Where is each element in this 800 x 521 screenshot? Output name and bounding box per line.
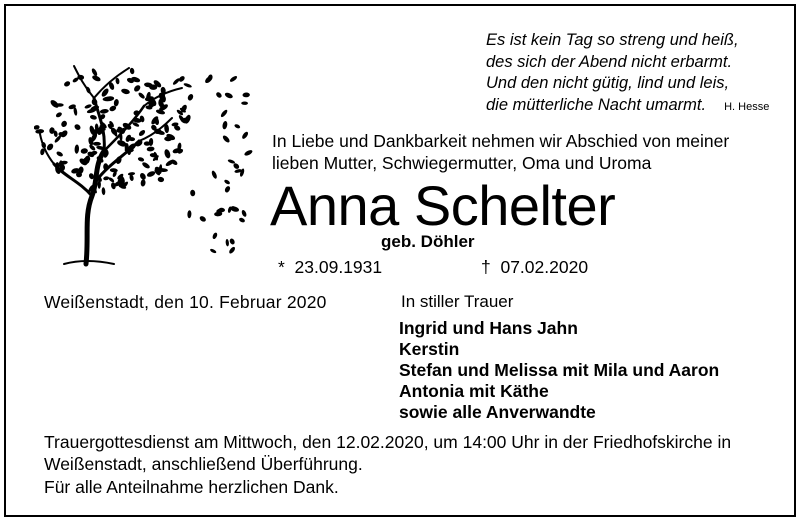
falling-leaf-mark [224,92,234,100]
falling-leaf-mark [215,91,223,99]
mourner-name: Kerstin [399,339,460,359]
leaf-mark [138,129,146,137]
falling-leaf-mark [225,239,229,247]
leaf-mark [46,142,55,151]
leaf-mark [74,144,79,153]
falling-leaf-mark [238,217,245,223]
falling-leaf-mark [224,185,231,193]
falling-leaf-mark [244,149,254,157]
falling-leaf-mark [183,82,192,88]
leaf-mark [129,67,135,74]
leaf-mark [60,120,68,128]
falling-leaf-mark [220,109,229,118]
falling-leaf-mark [229,75,238,83]
leaf-mark [110,168,118,173]
mourner-name: sowie alle Anverwandte [399,402,596,422]
obituary-frame [4,4,796,517]
leaf-mark [137,157,144,163]
leaf-mark [93,142,101,146]
funeral-line: Weißenstadt, anschließend Überführung. [44,454,363,474]
falling-leaf-mark [227,159,235,165]
tree-icon [34,46,254,276]
intro-text [272,130,729,174]
mourning-label: In stiller Trauer [401,292,514,311]
leaf-mark [101,187,105,195]
death-symbol: † [481,257,491,277]
leaf-mark [100,108,110,114]
deceased-name: Anna Schelter [270,174,616,237]
birth-date-value: 23.09.1931 [294,257,383,277]
leaf-mark [115,77,120,84]
leaf-mark [56,150,64,157]
funeral-line: Trauergottesdienst am Mittwoch, den 12.02.2020, um 14:00 Uhr in der Friedhofskirche in [44,432,732,452]
leaf-mark [140,179,146,187]
birth-date [278,257,382,278]
intro-line: lieben Mutter, Schwiegermutter, Oma und Uroma [272,153,652,173]
leaf-mark [91,68,99,77]
maiden-name: geb. Döhler [381,232,475,251]
leaf-mark [146,146,154,152]
leaf-mark [73,123,81,131]
falling-leaf-mark [211,170,218,179]
poem-line-text: die mütterliche Nacht umarmt. [486,95,707,114]
poem-line: Es ist kein Tag so streng und heiß, [486,31,739,49]
falling-leaf-mark [228,246,236,255]
falling-leaf-mark [212,232,218,240]
intro-line: In Liebe und Dankbarkeit nehmen wir Abschied von meiner [272,131,730,151]
falling-leaf-mark [187,210,191,218]
falling-leaf-mark [242,92,250,97]
falling-leaf-mark [187,93,195,101]
funeral-notice [44,431,731,475]
mourner-name: Ingrid und Hans Jahn [399,318,578,338]
mourners-list [399,318,719,423]
place-date: Weißenstadt, den 10. Februar 2020 [44,292,327,312]
leaf-mark [121,88,131,95]
poem [486,30,769,118]
falling-leaf-mark [241,131,249,140]
poem-author: H. Hesse [724,100,770,113]
leaf-mark [133,84,142,93]
falling-leaf-mark [222,134,231,143]
poem-line [486,95,769,119]
poem-line: des sich der Abend nicht erbarmt. [486,52,733,71]
falling-leaf-mark [224,179,231,185]
mourner-name: Antonia mit Käthe [399,381,549,401]
leaf-mark [89,114,97,120]
leaf-mark [141,161,151,169]
falling-leaf-mark [234,123,241,129]
leaf-mark [163,149,171,160]
leaf-mark [137,92,145,100]
thanks-text: Für alle Anteilnahme herzlichen Dank. [44,477,339,497]
falling-leaf-mark [229,238,236,246]
falling-leaf-mark [241,101,248,105]
falling-leaf-mark [241,209,248,217]
falling-leaf-mark [209,248,217,254]
falling-leaf-mark [190,189,196,196]
leaf-mark [103,176,110,181]
falling-leaf-mark [199,215,207,223]
mourner-name: Stefan und Melissa mit Mila und Aaron [399,360,720,380]
death-date [481,257,588,278]
falling-leaf-mark [222,121,228,130]
leaf-mark [80,148,88,154]
poem-line: Und den nicht gütig, lind und leis, [486,74,730,92]
birth-symbol: * [278,257,285,277]
leaf-mark [63,80,71,87]
death-date-value: 07.02.2020 [500,257,589,277]
leaf-mark [55,111,63,118]
leaf-mark [157,176,164,182]
leaf-mark [113,99,119,107]
